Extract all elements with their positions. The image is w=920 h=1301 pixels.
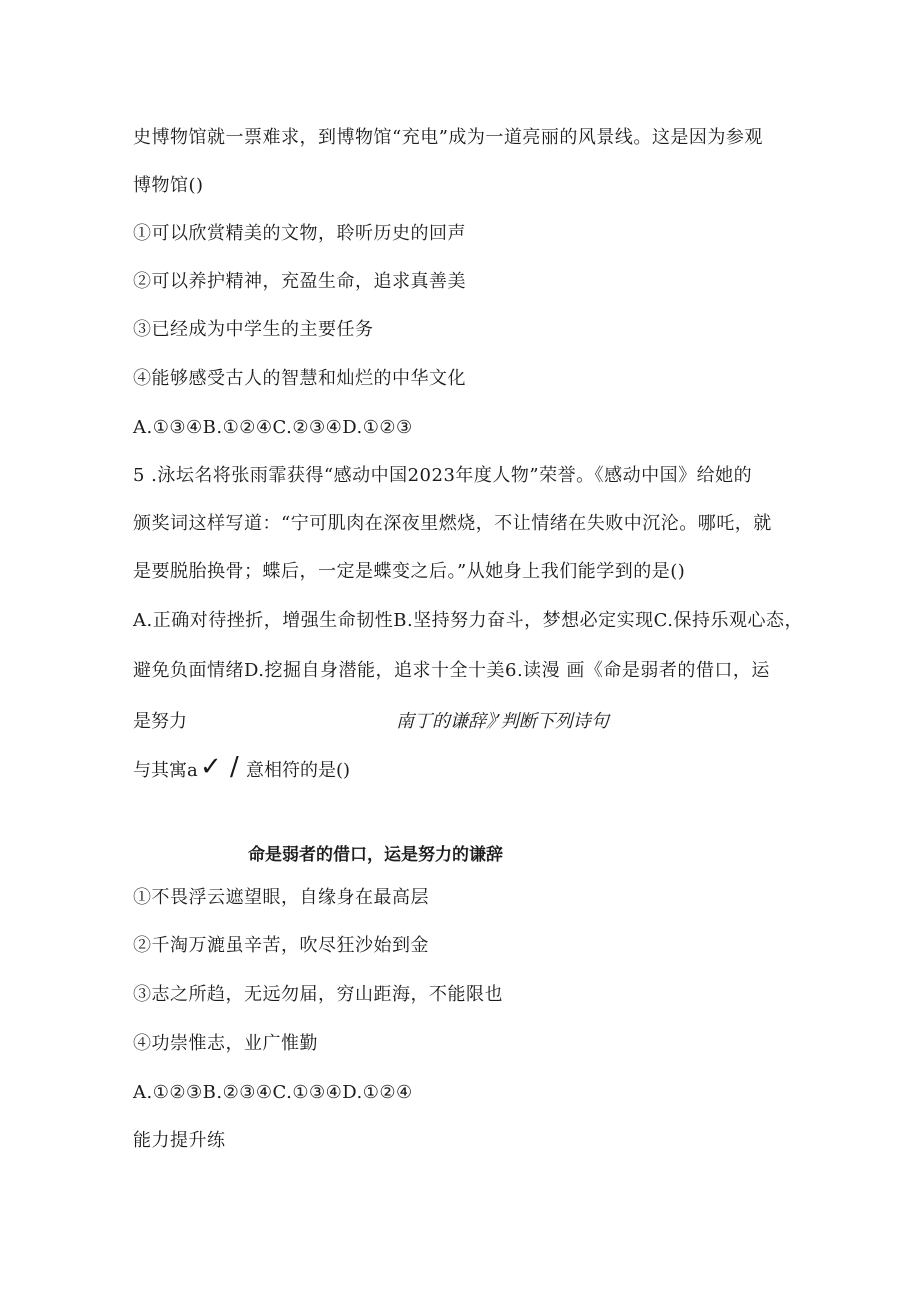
q4-option-1: ①可以欣赏精美的文物，聆听历史的回声 bbox=[133, 223, 466, 244]
q4-option-4: ④能够感受古人的智慧和灿烂的中华文化 bbox=[133, 368, 466, 389]
q4-option-2: ②可以养护精神，充盈生命，追求真善美 bbox=[133, 271, 466, 292]
q6-option-3: ③志之所趋，无远勿届，穷山距海，不能限也 bbox=[133, 984, 503, 1005]
q6-option-2: ②千淘万漉虽辛苦，吹尽狂沙始到金 bbox=[133, 935, 429, 956]
q6-fragment-mid bbox=[396, 710, 609, 734]
q4-option-3: ③已经成为中学生的主要任务 bbox=[133, 319, 374, 340]
q6-fragment-left: 是努力 bbox=[133, 711, 187, 732]
q6-option-4: ④功崇惟志，业广惟勤 bbox=[133, 1033, 318, 1054]
section-heading: 能力提升练 bbox=[133, 1130, 226, 1151]
q6-line-b-mark: ✓ / bbox=[200, 752, 239, 782]
q5-line-1: 5 .泳坛名将张雨霏获得“感动中国2023年度人物”荣誉。《感动中国》给她的 bbox=[133, 465, 753, 486]
q4-stem-line-2: 博物馆() bbox=[133, 175, 204, 196]
q5-answer-choices-2: 避免负面情绪D.挖掘自身潜能，追求十全十美6.读漫 画《命是弱者的借口，运 bbox=[133, 660, 770, 681]
q6-line-b bbox=[133, 759, 198, 783]
q5-line-2: 颁奖词这样写道：“宁可肌肉在深夜里燃烧，不让情绪在失败中沉沦。哪吒，就 bbox=[133, 513, 772, 534]
q4-answer-choices: A.①③④B.①②④C.②③④D.①②③ bbox=[133, 417, 413, 438]
q6-answer-choices: A.①②③B.②③④C.①③④D.①②④ bbox=[133, 1082, 413, 1103]
q6-option-1: ①不畏浮云遮望眼，自缘身在最高层 bbox=[133, 887, 429, 908]
q6-fragment-mid-text: 南丁的谦辞》’判断下列诗句 bbox=[396, 711, 609, 732]
q5-line-3: 是要脱胎换骨；蝶后，一定是蝶变之后。”从她身上我们能学到的是() bbox=[133, 561, 686, 582]
q4-stem-line-1: 史博物馆就一票难求，到博物馆“充电”成为一道亮丽的风景线。这是因为参观 bbox=[133, 127, 763, 148]
q6-line-b-pre: 与其寓a bbox=[133, 760, 198, 781]
q6-line-b-post: 意相符的是() bbox=[246, 760, 351, 781]
cartoon-caption: 命是弱者的借口，运是努力的谦辞 bbox=[248, 845, 503, 865]
q5-answer-choices-1: A.正确对待挫折，增强生命韧性B.坚持努力奋斗，梦想必定实现C.保持乐观心态， bbox=[133, 610, 804, 631]
